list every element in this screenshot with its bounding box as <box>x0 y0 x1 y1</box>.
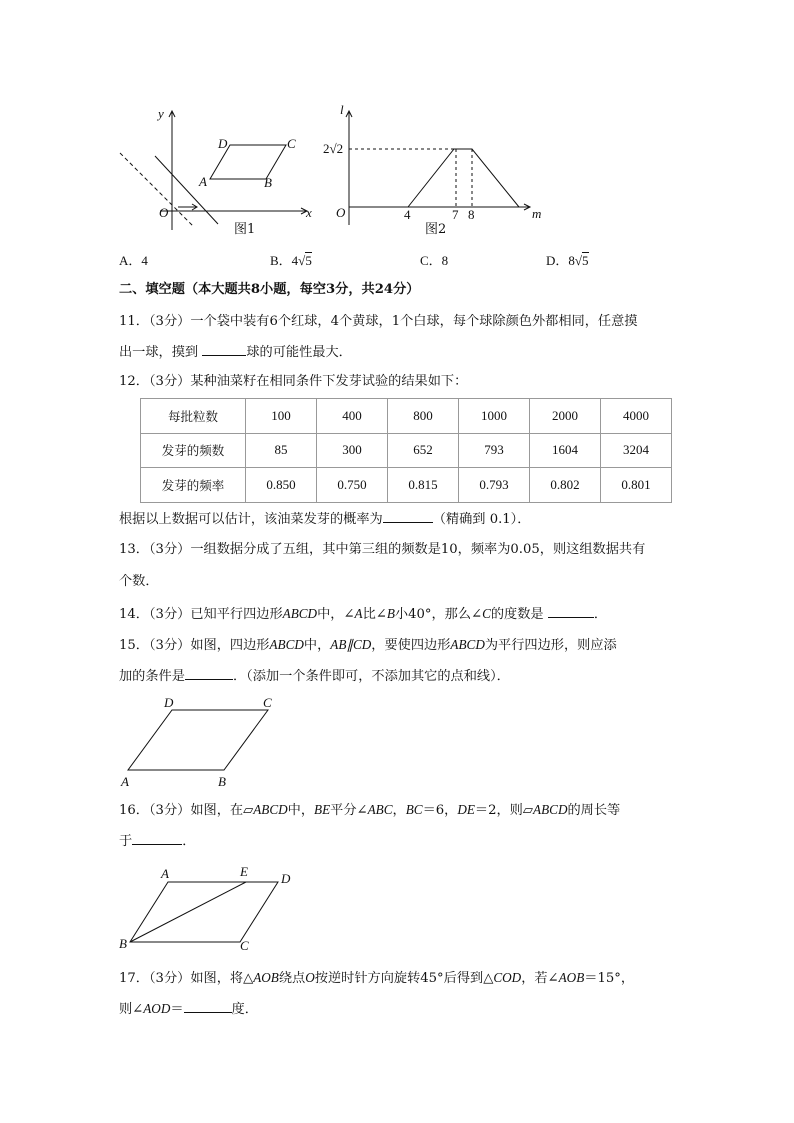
table-cell: 2000 <box>530 399 601 434</box>
q10-option-a[interactable]: A．4 <box>119 253 148 268</box>
section-heading: 二、填空题（本大题共8小题，每空3分，共24分） <box>119 282 420 297</box>
table-cell: 0.850 <box>246 468 317 503</box>
fig2-caption: 图2 <box>425 222 447 237</box>
q15-line1: 15．（3分）如图，四边形ABCD中，AB∥CD，要使四边形ABCD为平行四边形，则应添 <box>119 637 617 653</box>
q10-option-d[interactable] <box>546 250 589 269</box>
q11-line1: 11．（3分）一个袋中装有6个红球，4个黄球，1个白球，每个球除颜色外都相同，任意摸 <box>119 314 638 329</box>
q16-line2: 于 ． <box>119 834 196 849</box>
q10-option-d-text: D．8 <box>546 253 575 268</box>
table-cell: 400 <box>317 399 388 434</box>
table-cell: 1000 <box>459 399 530 434</box>
q15-answer-blank[interactable] <box>185 667 233 680</box>
table-cell: 300 <box>317 433 388 468</box>
fig2-x-tick-8: 8 <box>468 207 475 222</box>
q15-parallelogram <box>128 710 268 770</box>
q17-line2: 则∠AOD＝ 度． <box>119 1001 258 1017</box>
q12-intro: 12．（3分）某种油菜籽在相同条件下发芽试验的结果如下： <box>119 374 468 389</box>
table-row-label: 每批粒数 <box>141 399 246 434</box>
q13-line2: 个数． <box>119 574 159 589</box>
fig2-y-label: l <box>340 102 344 117</box>
fig1-caption: 图1 <box>234 222 256 237</box>
q12-data-table <box>140 398 672 503</box>
q16-answer-blank[interactable] <box>132 832 182 845</box>
table-cell: 0.815 <box>388 468 459 503</box>
q17-answer-blank[interactable] <box>184 1000 232 1013</box>
table-cell: 3204 <box>601 433 672 468</box>
table-cell: 100 <box>246 399 317 434</box>
q15-label-a: A <box>121 774 129 789</box>
q10-option-b-text: B．4 <box>270 253 299 268</box>
table-cell: 0.793 <box>459 468 530 503</box>
fig2-x-label: m <box>532 206 542 221</box>
fig1-dashed-line <box>120 153 193 226</box>
table-cell: 652 <box>388 433 459 468</box>
sqrt-icon: √ <box>298 253 306 268</box>
q12-answer-blank[interactable] <box>383 510 433 523</box>
q16-segment-be <box>130 882 246 942</box>
table-cell: 0.750 <box>317 468 388 503</box>
table-cell: 800 <box>388 399 459 434</box>
table-row <box>141 399 672 434</box>
fig1-x-label: x <box>306 205 312 220</box>
fig2-origin-label: O <box>336 205 346 220</box>
fig2-x-tick-7: 7 <box>452 207 459 222</box>
table-cell: 793 <box>459 433 530 468</box>
q17-line1: 17．（3分）如图，将△AOB绕点O按逆时针方向旋转45°后得到△COD，若∠AOB＝15°， <box>119 970 635 986</box>
q16-label-b: B <box>119 936 127 951</box>
q16-label-a: A <box>161 866 169 881</box>
fig2-y-tick: 2√2 <box>323 141 344 156</box>
figure-2 <box>320 100 550 235</box>
q15-line2: 加的条件是 ．（添加一个条件即可，不添加其它的点和线）． <box>119 669 510 684</box>
q16-figure <box>120 870 300 950</box>
fig1-y-label: y <box>158 106 164 121</box>
table-row-label: 发芽的频率 <box>141 468 246 503</box>
fig1-label-b: B <box>264 175 272 190</box>
q16-line1: 16．（3分）如图，在▱ABCD中，BE平分∠ABC，BC＝6，DE＝2，则▱ABCD的周长等 <box>119 802 621 818</box>
q16-label-c: C <box>240 938 249 953</box>
sqrt-icon: √ <box>574 253 583 268</box>
fig2-graph-line <box>408 149 519 207</box>
q16-label-d: D <box>281 871 291 886</box>
q12-after: 根据以上数据可以估计，该油菜发芽的概率为 （精确到 0.1）． <box>119 512 531 527</box>
q14-line: 14．（3分）已知平行四边形ABCD中，∠A比∠B小40°，那么∠C的度数是 ． <box>119 606 608 622</box>
q10-option-b-radicand: 5 <box>305 253 312 268</box>
q15-figure <box>120 700 290 780</box>
q14-answer-blank[interactable] <box>548 605 594 618</box>
table-row <box>141 433 672 468</box>
table-cell: 0.801 <box>601 468 672 503</box>
fig2-x-tick-4: 4 <box>404 207 411 222</box>
q15-label-b: B <box>218 774 226 789</box>
q16-parallelogram <box>130 882 278 942</box>
table-cell: 4000 <box>601 399 672 434</box>
table-cell: 0.802 <box>530 468 601 503</box>
q10-option-b[interactable] <box>270 250 312 269</box>
fig1-label-c: C <box>287 136 296 151</box>
q16-label-e: E <box>240 864 248 879</box>
table-cell: 1604 <box>530 433 601 468</box>
q10-option-d-radicand: 5 <box>582 253 589 268</box>
table-row-label: 发芽的频数 <box>141 433 246 468</box>
q15-label-c: C <box>263 695 272 710</box>
table-row <box>141 468 672 503</box>
fig1-label-d: D <box>218 136 228 151</box>
q10-option-c[interactable]: C．8 <box>420 253 449 268</box>
q13-line1: 13．（3分）一组数据分成了五组，其中第三组的频数是10，频率为0.05，则这组数据共有 <box>119 542 646 557</box>
figure-1 <box>115 100 325 240</box>
q11-answer-blank[interactable] <box>202 343 246 356</box>
fig1-origin-label: O <box>159 205 169 220</box>
fig1-label-a: A <box>199 174 207 189</box>
q15-label-d: D <box>164 695 174 710</box>
table-cell: 85 <box>246 433 317 468</box>
q11-line2: 出一球，摸到 球的可能性最大． <box>119 345 352 360</box>
